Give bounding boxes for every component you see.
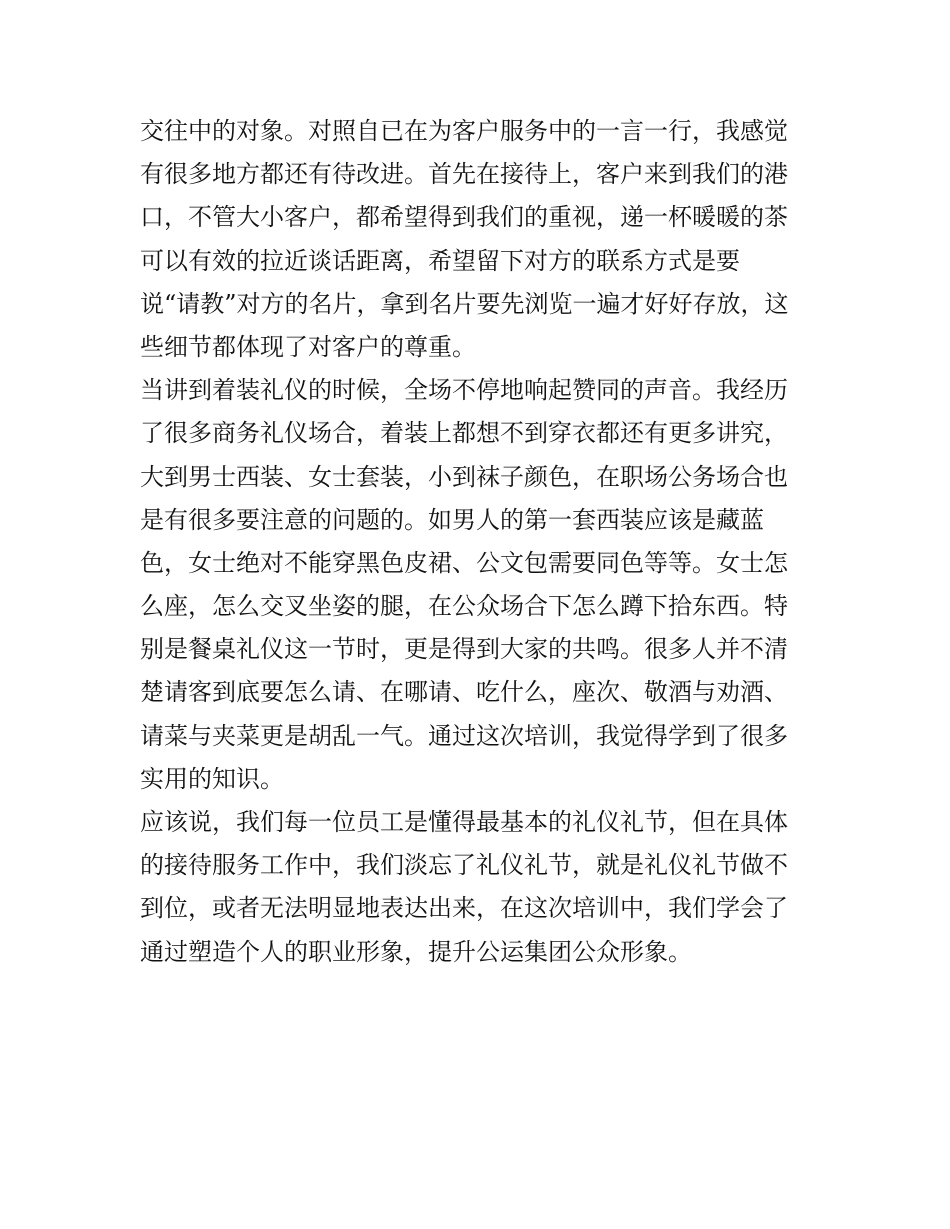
text-line: 口，不管大小客户，都希望得到我们的重视，递一杯暖暖的茶 (140, 203, 788, 232)
text-line: 色，女士绝对不能穿黑色皮裙、公文包需要同色等等。女士怎 (140, 548, 788, 577)
text-line: 当讲到着装礼仪的时候，全场不停地响起赞同的声音。我经历 (140, 376, 788, 405)
text-line: 说“请教”对方的名片，拿到名片要先浏览一遍才好好存放，这 (140, 289, 789, 318)
text-line: 的接待服务工作中，我们淡忘了礼仪礼节，就是礼仪礼节做不 (140, 851, 788, 880)
text-line: 么座，怎么交叉坐姿的腿，在公众场合下怎么蹲下拾东西。特 (140, 592, 788, 621)
text-line: 些细节都体现了对客户的尊重。 (140, 332, 476, 361)
text-line: 是有很多要注意的问题的。如男人的第一套西装应该是藏蓝 (140, 505, 764, 534)
document-body (140, 110, 820, 974)
text-line: 应该说，我们每一位员工是懂得最基本的礼仪礼节，但在具体 (140, 808, 788, 836)
text-line: 实用的知识。 (140, 764, 284, 793)
text-line: 通过塑造个人的职业形象，提升公运集团公众形象。 (140, 937, 692, 966)
text-line: 到位，或者无法明显地表达出来，在这次培训中，我们学会了 (140, 894, 788, 923)
text-line: 有很多地方都还有待改进。首先在接待上，客户来到我们的港 (140, 160, 788, 189)
text-line: 可以有效的拉近谈话距离，希望留下对方的联系方式是要 (140, 246, 740, 275)
text-line: 了很多商务礼仪场合，着装上都想不到穿衣都还有更多讲究， (140, 419, 788, 448)
text-line: 大到男士西装、女士套装，小到袜子颜色，在职场公务场合也 (140, 462, 788, 491)
text-line: 别是餐桌礼仪这一节时，更是得到大家的共鸣。很多人并不清 (140, 635, 788, 664)
text-line: 楚请客到底要怎么请、在哪请、吃什么，座次、敬酒与劝酒、 (140, 678, 788, 707)
text-line: 请菜与夹菜更是胡乱一气。通过这次培训，我觉得学到了很多 (140, 721, 788, 750)
text-line: 交往中的对象。对照自已在为客户服务中的一言一行，我感觉 (140, 117, 788, 145)
